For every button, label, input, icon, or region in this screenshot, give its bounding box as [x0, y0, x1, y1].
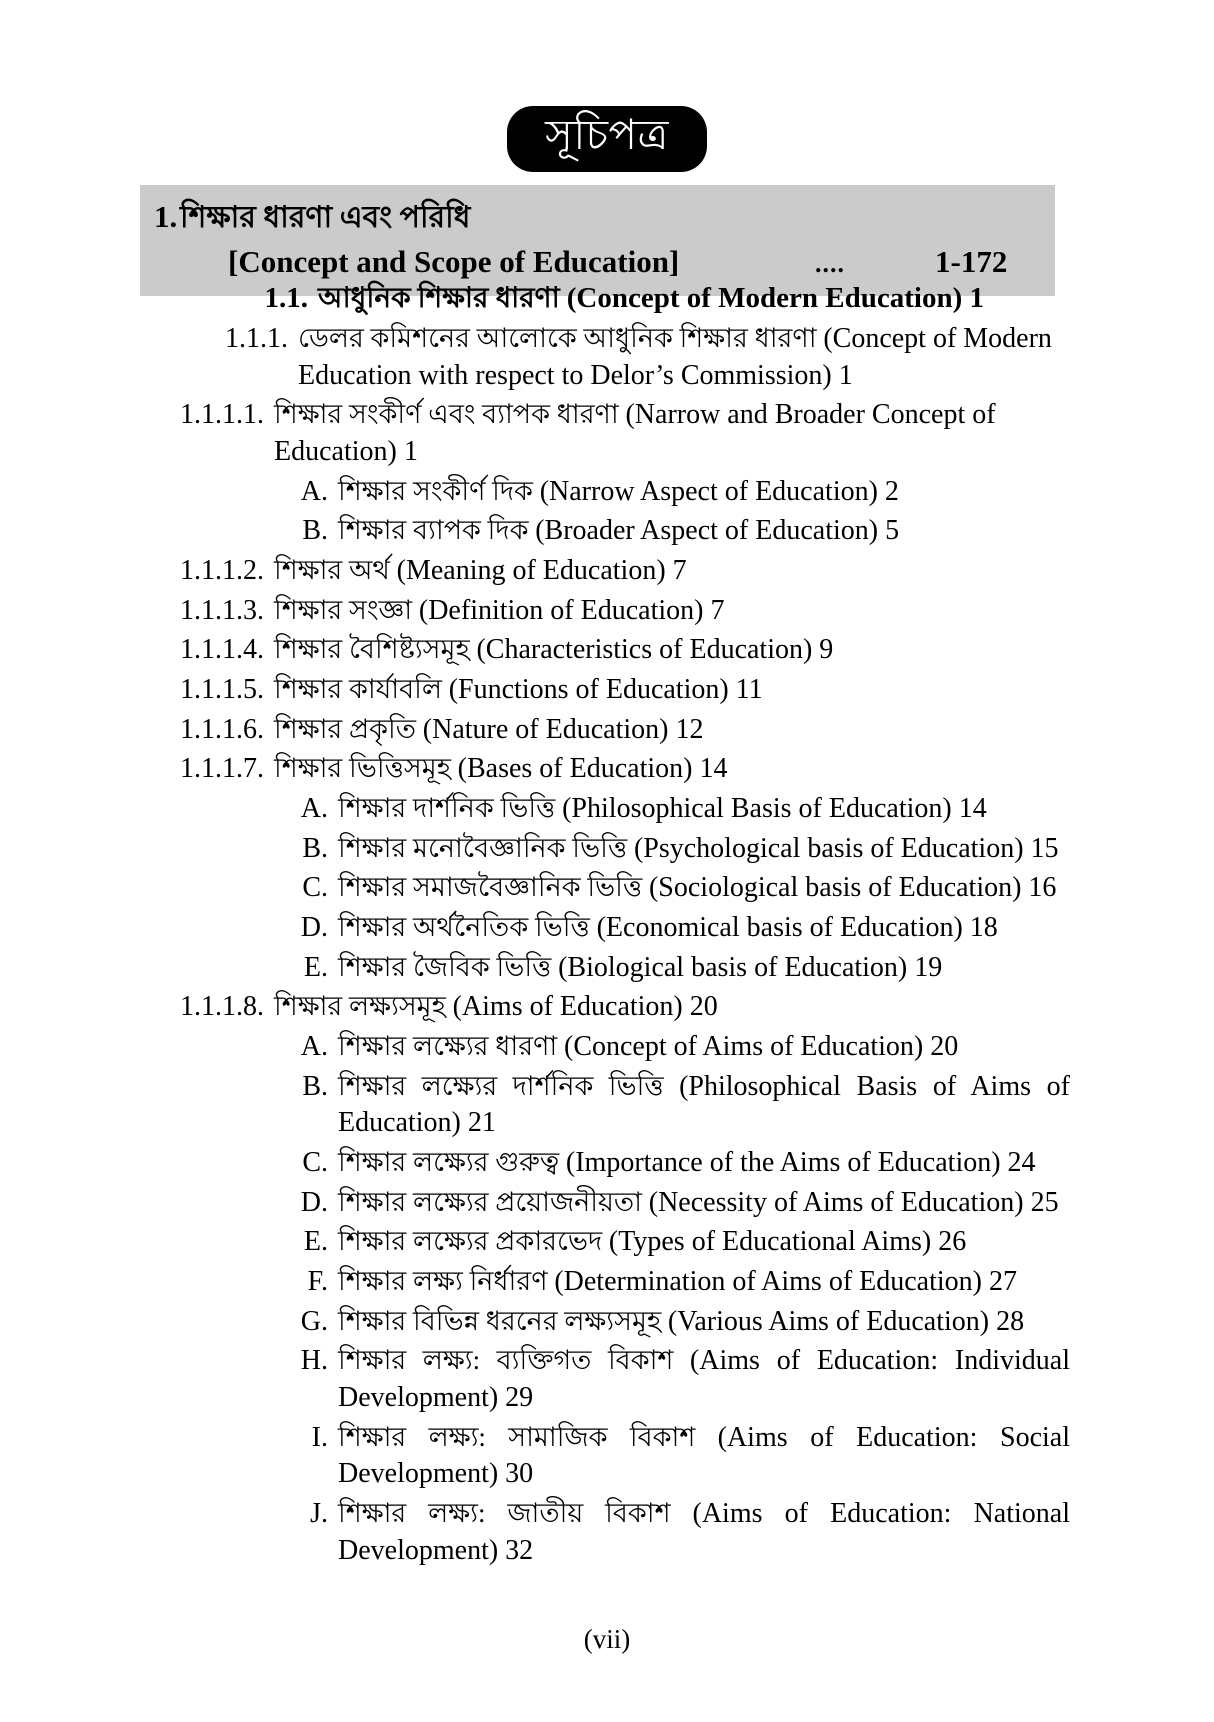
toc-entry-label: A. [300, 793, 328, 825]
toc-entry-text-bengali: শিক্ষার সংকীর্ণ দিক [338, 475, 540, 506]
toc-entry-text [338, 1029, 1070, 1066]
toc-entry-text-bengali: শিক্ষার কার্যাবলি [274, 674, 449, 705]
toc-entry[interactable] [220, 1029, 1070, 1066]
toc-entry-text [338, 1496, 1070, 1569]
toc-entry-label: D. [300, 1186, 328, 1218]
toc-entry[interactable] [156, 553, 1070, 590]
toc-entry-label: A. [300, 1031, 328, 1063]
toc-entry-text-english: (Biological basis of Education) 19 [558, 951, 943, 983]
toc-entry-label: A. [300, 475, 328, 507]
toc-entry-label: C. [302, 872, 328, 904]
toc-entry-text-bengali: শিক্ষার লক্ষ্যসমূহ [274, 991, 453, 1022]
toc-entry-list [140, 280, 1070, 1572]
toc-entry-text-bengali: শিক্ষার বিভিন্ন ধরনের লক্ষ্যসমূহ [338, 1305, 668, 1336]
toc-entry[interactable] [156, 712, 1070, 749]
toc-entry-text [338, 950, 1070, 987]
toc-entry[interactable] [156, 632, 1070, 669]
toc-entry-text [274, 397, 1070, 470]
toc-entry-label: H. [300, 1345, 328, 1377]
toc-entry[interactable] [220, 474, 1070, 511]
toc-entry-text-bengali: শিক্ষার প্রকৃতি [274, 713, 423, 744]
toc-entry-text-english: (Various Aims of Education) 28 [667, 1305, 1025, 1337]
toc-entry[interactable] [220, 831, 1070, 868]
toc-entry-label: G. [300, 1305, 328, 1337]
toc-entry-label: 1.1.1.5. [180, 674, 264, 706]
toc-entry[interactable] [220, 1145, 1070, 1182]
toc-entry-text-bengali: শিক্ষার লক্ষ্য: জাতীয় বিকাশ [338, 1498, 693, 1529]
toc-entry-text-english: (Bases of Education) 14 [457, 753, 728, 785]
toc-entry-text-english: (Philosophical Basis of Education) 14 [562, 793, 987, 825]
toc-entry-text-english: (Concept of Aims of Education) 20 [564, 1031, 959, 1063]
toc-entry-text-bengali: শিক্ষার অর্থনৈতিক ভিত্তি [338, 912, 597, 943]
toc-entry[interactable] [220, 910, 1070, 947]
toc-entry-text-english: (Aims of Education: National Development) 32 [338, 1498, 1070, 1566]
toc-entry[interactable] [220, 1069, 1070, 1142]
toc-entry-label: F. [307, 1266, 328, 1298]
page-title: সূচিপত্র [507, 106, 707, 172]
toc-entry-text-english: (Broader Aspect of Education) 5 [535, 515, 900, 547]
toc-entry-text-bengali: ডেলর কমিশনের আলোকে আধুনিক শিক্ষার ধারণা [298, 322, 824, 353]
toc-entry-text-english: (Concept of Modern Education) 1 [566, 282, 984, 314]
toc-entry-text-bengali: শিক্ষার ভিত্তিসমূহ [274, 753, 458, 784]
toc-entry-text-bengali: শিক্ষার সমাজবৈজ্ঞানিক ভিত্তি [338, 872, 649, 903]
toc-entry[interactable] [156, 751, 1070, 788]
toc-entry[interactable] [220, 1185, 1070, 1222]
toc-entry-text [274, 672, 1070, 709]
toc-entry-text-bengali: শিক্ষার লক্ষ্যের প্রয়োজনীয়তা [338, 1186, 649, 1217]
toc-entry-text-bengali: শিক্ষার মনোবৈজ্ঞানিক ভিত্তি [338, 832, 634, 863]
toc-entry-label: 1.1.1. [225, 322, 288, 354]
toc-entry-text [274, 553, 1070, 590]
toc-entry-label: B. [302, 832, 328, 864]
toc-entry-label: B. [302, 515, 328, 547]
toc-entry-text [338, 1264, 1070, 1301]
toc-entry-label: 1.1.1.3. [180, 594, 264, 626]
toc-entry-text-bengali: শিক্ষার লক্ষ্য: সামাজিক বিকাশ [338, 1421, 718, 1452]
page-title-container [0, 106, 1214, 172]
toc-entry-text [274, 989, 1070, 1026]
toc-entry-label: C. [302, 1147, 328, 1179]
toc-entry-text [274, 593, 1070, 630]
chapter-page-range: 1-172 [935, 243, 1008, 279]
toc-entry-text [274, 751, 1070, 788]
toc-entry-label: I. [311, 1421, 328, 1453]
chapter-title-en: [Concept and Scope of Education] [228, 243, 680, 279]
chapter-title-bn: শিক্ষার ধারণা এবং পরিধি [180, 201, 471, 234]
toc-entry-text-english: (Necessity of Aims of Education) 25 [648, 1186, 1059, 1218]
page-number-footer: (vii) [583, 1624, 631, 1654]
toc-entry-text [338, 1185, 1070, 1222]
toc-entry-text-english: (Types of Educational Aims) 26 [608, 1226, 967, 1258]
toc-entry-label: 1.1.1.7. [180, 753, 264, 785]
toc-entry-text [274, 632, 1070, 669]
toc-entry-text-english: (Importance of the Aims of Education) 24 [565, 1147, 1036, 1179]
toc-entry-label: 1.1.1.8. [180, 991, 264, 1023]
toc-entry-text-english: (Aims of Education: Social Development) 30 [338, 1421, 1071, 1490]
toc-entry-label: 1.1.1.2. [180, 555, 264, 587]
chapter-number: 1. [154, 199, 178, 234]
toc-entry[interactable] [156, 397, 1070, 470]
toc-entry[interactable] [200, 280, 1070, 318]
toc-entry-text-bengali: শিক্ষার সংজ্ঞা [274, 594, 419, 625]
toc-entry[interactable] [220, 1343, 1070, 1416]
chapter-title-en-line [140, 240, 1055, 284]
toc-entry-text-bengali: শিক্ষার লক্ষ্যের দার্শনিক ভিত্তি [338, 1070, 680, 1101]
toc-entry[interactable] [220, 870, 1070, 907]
toc-entry-text [338, 910, 1070, 947]
toc-entry-text [338, 513, 1070, 550]
toc-entry-text [338, 791, 1070, 828]
toc-entry-text-bengali: শিক্ষার সংকীর্ণ এবং ব্যাপক ধারণা [274, 399, 626, 430]
toc-entry-text-english: (Concept of Modern Education with respect to Delor’s Commission) 1 [298, 322, 1052, 391]
toc-entry[interactable] [156, 672, 1070, 709]
toc-entry-text-english: (Sociological basis of Education) 16 [648, 872, 1057, 904]
toc-entry-text-english: (Definition of Education) 7 [418, 594, 725, 626]
toc-entry[interactable] [220, 1420, 1070, 1493]
toc-entry-text [338, 1145, 1070, 1182]
toc-entry[interactable] [220, 1264, 1070, 1301]
toc-entry-text-english: (Nature of Education) 12 [422, 713, 704, 745]
toc-entry-text-english: (Narrow and Broader Concept of Education) 1 [274, 399, 996, 467]
toc-entry-text-bengali: শিক্ষার লক্ষ্যের গুরুত্ব [338, 1147, 566, 1178]
toc-entry-text [338, 474, 1070, 511]
toc-entry[interactable] [220, 1224, 1070, 1261]
toc-entry[interactable] [220, 513, 1070, 550]
toc-entry-text-bengali: শিক্ষার বৈশিষ্ট্যসমূহ [274, 634, 477, 665]
toc-entry-text [338, 1343, 1070, 1416]
toc-entry-text-english: (Psychological basis of Education) 15 [633, 832, 1059, 864]
chapter-leader-dots: .... [815, 248, 845, 278]
toc-entry-text-bengali: শিক্ষার জৈবিক ভিত্তি [338, 951, 559, 982]
chapter-title-bn-line [140, 195, 1055, 240]
toc-entry-text [274, 712, 1070, 749]
toc-entry-label: J. [310, 1498, 328, 1530]
toc-entry-text-english: (Aims of Education: Individual Development) 29 [338, 1345, 1070, 1414]
toc-entry-text-bengali: আধুনিক শিক্ষার ধারণা [318, 283, 567, 314]
toc-entry-text-english: (Functions of Education) 11 [448, 674, 763, 706]
toc-entry-text-bengali: শিক্ষার লক্ষ্য: ব্যক্তিগত বিকাশ [338, 1345, 690, 1376]
toc-entry-label: 1.1. [264, 282, 308, 314]
toc-entry-text-bengali: শিক্ষার অর্থ [274, 555, 397, 586]
toc-entry-text-bengali: শিক্ষার ব্যাপক দিক [338, 515, 536, 546]
toc-entry-text [298, 321, 1070, 394]
toc-entry-text-english: (Narrow Aspect of Education) 2 [539, 475, 899, 507]
toc-entry-text-bengali: শিক্ষার লক্ষ্যের প্রকারভেদ [338, 1226, 609, 1257]
toc-entry-text-english: (Philosophical Basis of Aims of Education) 21 [338, 1070, 1070, 1139]
toc-entry-text [338, 870, 1070, 907]
toc-entry-label: 1.1.1.6. [180, 713, 264, 745]
toc-entry-text [338, 1304, 1070, 1341]
toc-entry-text [338, 1420, 1070, 1493]
toc-entry[interactable] [156, 593, 1070, 630]
toc-entry-label: E. [303, 951, 328, 983]
toc-entry-text [338, 1069, 1070, 1142]
toc-entry-label: E. [303, 1226, 328, 1258]
toc-entry-text [338, 1224, 1070, 1261]
toc-entry-text-english: (Economical basis of Education) 18 [596, 912, 998, 944]
toc-entry-text-english: (Aims of Education) 20 [452, 991, 718, 1023]
toc-entry[interactable] [220, 1304, 1070, 1341]
toc-entry[interactable] [156, 989, 1070, 1026]
toc-entry-label: 1.1.1.4. [180, 634, 264, 666]
toc-entry-text-english: (Determination of Aims of Education) 27 [554, 1266, 1017, 1298]
toc-entry[interactable] [220, 1496, 1070, 1569]
toc-entry[interactable] [220, 791, 1070, 828]
toc-entry-text [318, 280, 1070, 318]
toc-entry[interactable] [220, 950, 1070, 987]
toc-entry-text [338, 831, 1070, 868]
toc-entry-text-english: (Characteristics of Education) 9 [476, 634, 834, 666]
toc-entry-label: B. [302, 1070, 328, 1102]
toc-entry-text-bengali: শিক্ষার লক্ষ্যের ধারণা [338, 1031, 564, 1062]
toc-entry-label: 1.1.1.1. [180, 399, 264, 431]
toc-entry-text-bengali: শিক্ষার দার্শনিক ভিত্তি [338, 793, 563, 824]
toc-entry-label: D. [300, 912, 328, 944]
toc-entry-text-bengali: শিক্ষার লক্ষ্য নির্ধারণ [338, 1266, 555, 1297]
toc-entry-text-english: (Meaning of Education) 7 [396, 555, 687, 587]
toc-entry[interactable] [180, 321, 1070, 394]
